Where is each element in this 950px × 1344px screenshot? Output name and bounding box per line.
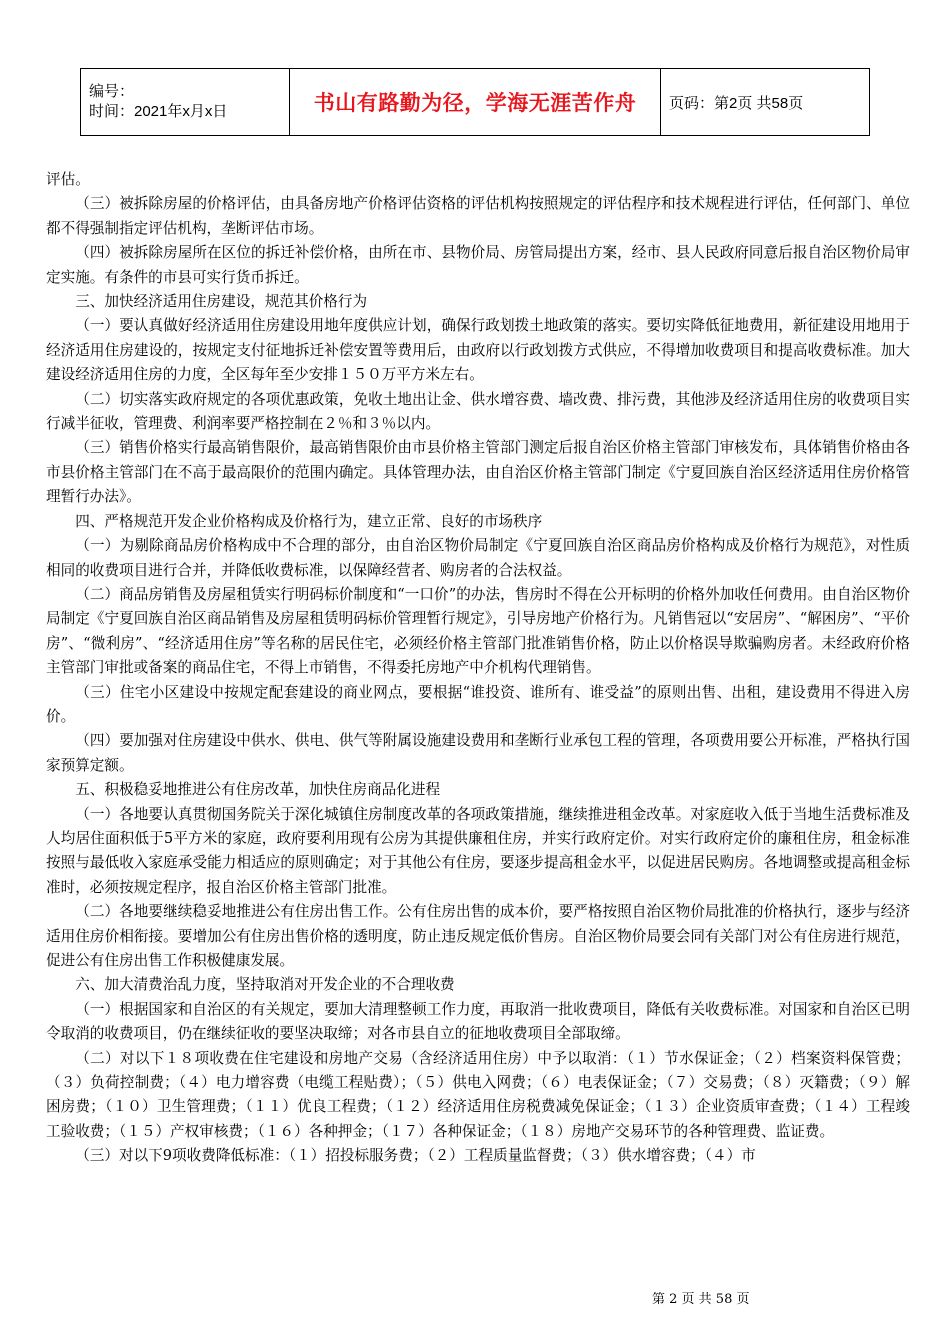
section-heading: 六、加大清费治乱力度，坚持取消对开发企业的不合理收费 (75, 976, 455, 994)
document-date-label: 时间：2021年x月x日 (89, 103, 228, 120)
header-motto: 书山有路勤为径，学海无涯苦作舟 (290, 69, 661, 136)
paragraph: （一）根据国家和自治区的有关规定，要加大清理整顿工作力度，再取消一批收费项目，降低有关收费标准。对国家和自治区已明令取消的收费项目，仍在继续征收的要坚决取缔；对各市县自立的征地收费项目全部取缔。 (46, 1000, 910, 1043)
section-heading: 四、严格规范开发企业价格构成及价格行为，建立正常、良好的市场秩序 (75, 512, 543, 530)
paragraph: （二）各地要继续稳妥地推进公有住房出售工作。公有住房出售的成本价，要严格按照自治区物价局批准的价格执行，逐步与经济适用住房价相衔接。要增加公有住房出售价格的透明度，防止违反规定低价售房。自治区物价局要会同有关部门对公有住房进行规范，促进公有住房出售工作积极健康发展。 (46, 903, 910, 969)
paragraph: （二）商品房销售及房屋租赁实行明码标价制度和“一口价”的办法，售房时不得在公开标明的价格外加收任何费用。由自治区物价局制定《宁夏回族自治区商品销售及房屋租赁明码标价管理暂行规定》，引导房地产价格行为。凡销售冠以“安居房”、“解困房”、“平价房”、“微利房”、“经济适用住房”等名称的居民住宅，必须经价格主管部门批准销售价格，防止以价格误导欺骗购房者。未经政府价格主管部门审批或备案的商品住宅，不得上市销售，不得委托房地产中介机构代理销售。 (46, 585, 910, 677)
document-code-label: 编号： (89, 83, 135, 100)
header-meta-cell (81, 69, 290, 136)
paragraph: （一）要认真做好经济适用住房建设用地年度供应计划，确保行政划拨土地政策的落实。要切实降低征地费用，新征建设用地用于经济适用住房建设的，按规定支付征地拆迁补偿安置等费用后，由政府以行政划拨方式供应，不得增加收费项目和提高收费标准。加大建设经济适用住房的力度，全区每年至少安排１５０万平方米左右。 (46, 317, 910, 384)
paragraph: （三）对以下9项收费降低标准：（１）招投标服务费；（２）工程质量监督费；（３）供水增容费；（４）市 (75, 1147, 756, 1165)
header-table (80, 68, 870, 136)
document-body (46, 168, 910, 1169)
section-heading: 五、积极稳妥地推进公有住房改革，加快住房商品化进程 (75, 781, 441, 799)
paragraph: （四）被拆除房屋所在区位的拆迁补偿价格，由所在市、县物价局、房管局提出方案，经市、县人民政府同意后报自治区物价局审定实施。有条件的市县可实行货币拆迁。 (46, 244, 910, 286)
paragraph: 评估。 (46, 171, 90, 188)
paragraph: （三）被拆除房屋的价格评估，由具备房地产价格评估资格的评估机构按照规定的评估程序和技术规程进行评估，任何部门、单位都不得强制指定评估机构，垄断评估市场。 (46, 195, 910, 237)
paragraph: （二）切实落实政府规定的各项优惠政策，免收土地出让金、供水增容费、墙改费、排污费，其他涉及经济适用住房的收费项目实行减半征收，管理费、利润率要严格控制在２％和３％以内。 (46, 390, 910, 433)
paragraph: （一）为剔除商品房价格构成中不合理的部分，由自治区物价局制定《宁夏回族自治区商品房价格构成及价格行为规范》，对性质相同的收费项目进行合并，并降低收费标准，以保障经营者、购房者的合法权益。 (46, 537, 910, 579)
page-footer: 第 2 页 共 58 页 (652, 1292, 750, 1307)
paragraph: （一）各地要认真贯彻国务院关于深化城镇住房制度改革的各项政策措施，继续推进租金改革。对家庭收入低于当地生活费标准及人均居住面积低于5平方米的家庭，政府要利用现有公房为其提供廉租住房，并实行政府定价。对实行政府定价的廉租住房，租金标准按照与最低收入家庭承受能力相适应的原则确定；对于其他公有住房，要逐步提高租金水平，以促进居民购房。各地调整或提高租金标准时，必须按规定程序，报自治区价格主管部门批准。 (46, 805, 910, 896)
paragraph: （二）对以下１８项收费在住宅建设和房地产交易（含经济适用住房）中予以取消：（１）节水保证金；（２）档案资料保管费；（３）负荷控制费；（４）电力增容费（电缆工程贴费）；（５）供电入网费；（６）电表保证金；（７）交易费；（８）灭籍费；（９）解困房费；（１０）卫生管理费；（１１）优良工程费；（１２）经济适用住房税费减免保证金；（１３）企业资质审查费；（１４）工程竣工验收费；（１５）产权审核费；（１６）各种押金；（１７）各种保证金；（１８）房地产交易环节的各种管理费、监证费。 (46, 1049, 910, 1140)
paragraph: （三）销售价格实行最高销售限价，最高销售限价由市县价格主管部门测定后报自治区价格主管部门审核发布，具体销售价格由各市县价格主管部门在不高于最高限价的范围内确定。具体管理办法，由自治区价格主管部门制定《宁夏回族自治区经济适用住房价格管理暂行办法》。 (46, 439, 910, 506)
paragraph: （三）住宅小区建设中按规定配套建设的商业网点，要根据“谁投资、谁所有、谁受益”的原则出售、出租，建设费用不得进入房价。 (46, 683, 910, 725)
paragraph: （四）要加强对住房建设中供水、供电、供气等附属设施建设费用和垄断行业承包工程的管理，各项费用要公开标准，严格执行国家预算定额。 (46, 732, 910, 774)
section-heading: 三、加快经济适用住房建设，规范其价格行为 (75, 293, 368, 311)
header-page-info: 页码：第2页 共58页 (661, 69, 870, 136)
